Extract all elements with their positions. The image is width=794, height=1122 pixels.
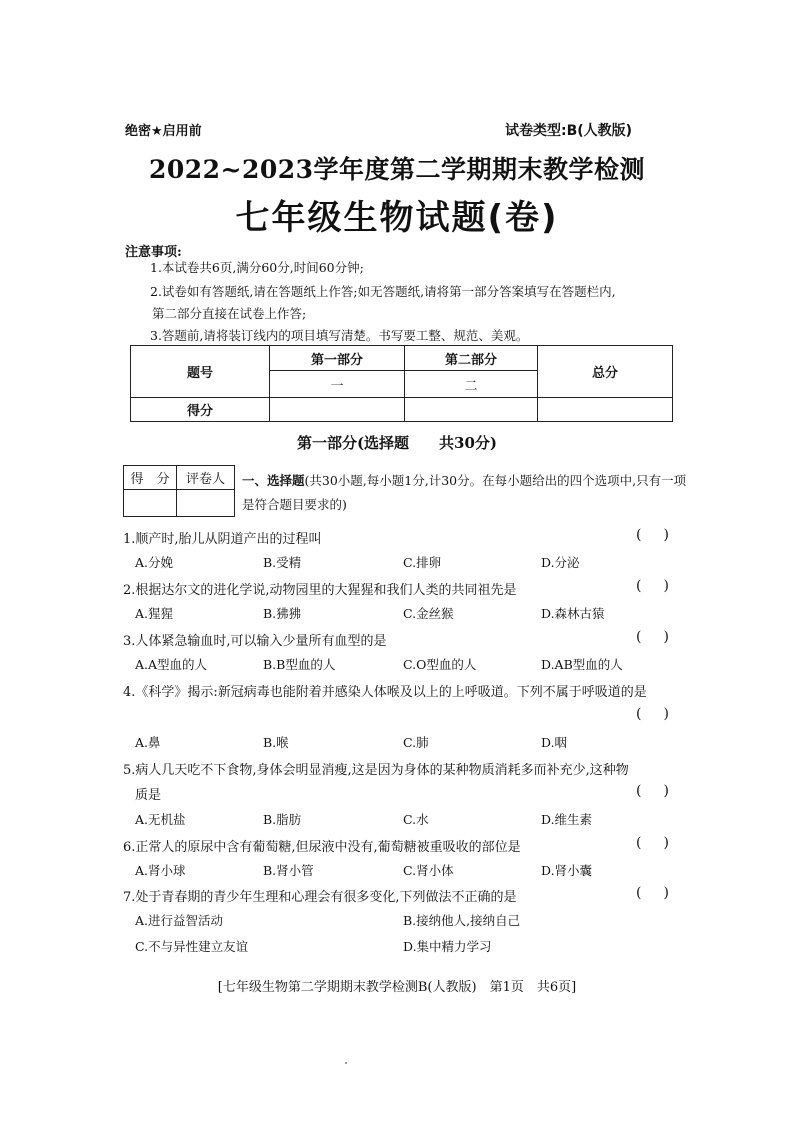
score-table (130, 345, 673, 422)
q3-option-a: A.A型血的人 (135, 657, 208, 672)
section-intro (242, 469, 687, 517)
answer-paren-3[interactable]: () (636, 629, 691, 645)
question-6: 6.正常人的原尿中含有葡萄糖,但尿液中没有,葡萄糖被重吸收的部位是 (123, 840, 521, 855)
q5-option-c: C.水 (403, 812, 429, 827)
score-cell-part2[interactable] (405, 398, 538, 422)
grader-score-cell[interactable] (124, 490, 177, 517)
q3-option-c: C.O型血的人 (403, 657, 477, 672)
q3-option-b: B.B型血的人 (263, 657, 336, 672)
q7-option-b: B.接纳他人,接纳自己 (403, 913, 521, 928)
grader-box (123, 465, 235, 517)
paper-type-label: 试卷类型:B(人教版) (505, 123, 633, 139)
q4-option-c: C.肺 (403, 735, 429, 750)
question-5-continued: 质是 (135, 788, 162, 803)
part1-title: 第一部分(选择题 共30分) (296, 434, 498, 452)
answer-paren-4[interactable]: () (636, 706, 691, 722)
q6-option-b: B.肾小管 (263, 863, 314, 878)
question-no-header: 题号 (131, 346, 270, 398)
q3-option-d: D.AB型血的人 (541, 657, 623, 672)
q2-option-a: A.猩猩 (135, 606, 174, 621)
q2-option-d: D.森林古猿 (541, 606, 605, 621)
q1-option-c: C.排卵 (403, 555, 442, 570)
part2-number: 二 (405, 371, 538, 398)
question-2: 2.根据达尔文的进化学说,动物园里的大猩猩和我们人类的共同祖先是 (123, 583, 517, 598)
q7-option-d: D.集中精力学习 (403, 939, 492, 954)
part1-number: 一 (270, 371, 405, 398)
answer-paren-7[interactable]: () (636, 885, 691, 901)
total-header: 总分 (538, 346, 673, 398)
q2-option-b: B.狒狒 (263, 606, 302, 621)
scan-speck (345, 1062, 347, 1064)
q6-option-d: D.肾小囊 (541, 863, 593, 878)
q5-option-b: B.脂肪 (263, 812, 302, 827)
confidential-label: 绝密★启用前 (125, 124, 202, 139)
note-item: 2.试卷如有答题纸,请在答题纸上作答;如无答题纸,请将第一部分答案填写在答题栏内, (150, 284, 616, 299)
q1-option-d: D.分泌 (541, 555, 580, 570)
q7-option-c: C.不与异性建立友谊 (135, 939, 249, 954)
q1-option-b: B.受精 (263, 555, 302, 570)
score-row-label: 得分 (131, 398, 270, 422)
part2-header: 第二部分 (405, 346, 538, 371)
note-item: 1.本试卷共6页,满分60分,时间60分钟; (150, 260, 364, 275)
notes-heading: 注意事项: (125, 245, 182, 260)
answer-paren-5[interactable]: () (636, 783, 691, 799)
part1-header: 第一部分 (270, 346, 405, 371)
question-1: 1.顺产时,胎儿从阴道产出的过程叫 (123, 532, 322, 547)
q4-option-d: D.咽 (541, 735, 568, 750)
score-cell-part1[interactable] (270, 398, 405, 422)
score-cell-total[interactable] (538, 398, 673, 422)
q4-option-a: A.鼻 (135, 735, 161, 750)
question-7: 7.处于青春期的青少年生理和心理会有很多变化,下列做法不正确的是 (123, 890, 517, 905)
q7-option-a: A.进行益智活动 (135, 913, 224, 928)
q5-option-d: D.维生素 (541, 812, 593, 827)
q6-option-a: A.肾小球 (135, 863, 186, 878)
q5-option-a: A.无机盐 (135, 812, 186, 827)
note-item: 第二部分直接在试卷上作答; (152, 306, 307, 321)
q4-option-b: B.喉 (263, 735, 289, 750)
note-item: 3.答题前,请将装订线内的项目填写清楚。书写要工整、规范、美观。 (150, 328, 529, 343)
section-label: 一、选择题 (242, 473, 305, 488)
grader-reviewer-label: 评卷人 (177, 466, 235, 490)
exam-subtitle: 2022~2023学年度第二学期期末教学检测 (148, 155, 646, 184)
q1-option-a: A.分娩 (135, 555, 174, 570)
q2-option-c: C.金丝猴 (403, 606, 454, 621)
answer-paren-2[interactable]: () (636, 578, 691, 594)
answer-paren-1[interactable]: () (636, 527, 691, 543)
answer-paren-6[interactable]: () (636, 835, 691, 851)
grader-reviewer-cell[interactable] (177, 490, 235, 517)
section-instructions: (共30小题,每小题1分,计30分。在每小题给出的四个选项中,只有一项是符合题目要求的) (242, 473, 687, 512)
grader-score-label: 得 分 (124, 466, 177, 490)
question-4: 4.《科学》揭示:新冠病毒也能附着并感染人体喉及以上的上呼吸道。下列不属于呼吸道的是 (123, 685, 647, 700)
q6-option-c: C.肾小体 (403, 863, 454, 878)
exam-title: 七年级生物试题(卷) (235, 198, 559, 238)
question-5: 5.病人几天吃不下食物,身体会明显消瘦,这是因为身体的某种物质消耗多而补充少,这种物 (123, 763, 629, 778)
page-footer: [七年级生物第二学期期末教学检测B(人教版) 第1页 共6页] (217, 980, 577, 995)
question-3: 3.人体紧急输血时,可以输入少量所有血型的是 (123, 634, 387, 649)
